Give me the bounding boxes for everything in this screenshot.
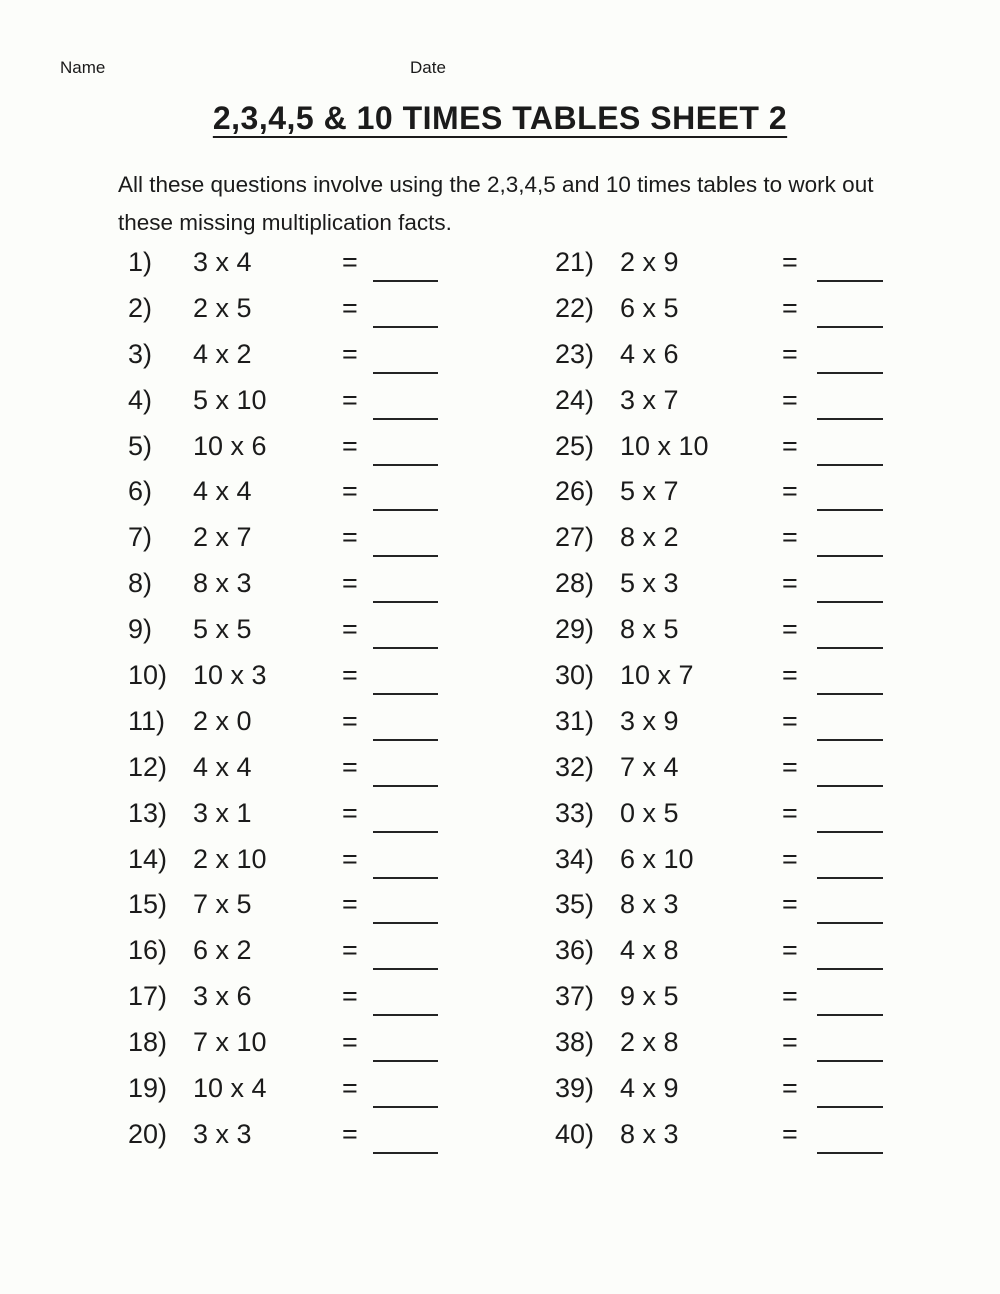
equals-sign: = — [342, 797, 358, 828]
question-number: 39) — [555, 1073, 595, 1104]
question-expression: 10 x 6 — [193, 430, 267, 461]
question-number: 1) — [128, 247, 153, 277]
question-expression: 3 x 6 — [193, 981, 252, 1012]
question-row — [128, 469, 568, 515]
answer-blank — [373, 844, 438, 879]
answer-blank — [817, 981, 883, 1016]
equals-sign: = — [782, 1118, 798, 1149]
question-row — [128, 240, 568, 286]
answer-blank — [373, 293, 438, 328]
question-expression: 3 x 4 — [193, 247, 252, 277]
question-number: 10) — [128, 660, 168, 691]
equals-sign: = — [782, 751, 798, 782]
equals-sign: = — [342, 384, 358, 415]
question-row — [128, 1112, 568, 1158]
answer-blank — [817, 798, 883, 833]
answer-blank — [817, 522, 883, 557]
question-number: 28) — [555, 568, 595, 599]
answer-blank — [817, 706, 883, 741]
question-number: 20) — [128, 1118, 168, 1149]
question-expression: 4 x 4 — [193, 751, 252, 782]
question-expression: 8 x 3 — [620, 1118, 679, 1149]
answer-blank — [373, 247, 438, 282]
question-expression: 6 x 2 — [193, 935, 252, 966]
question-expression: 5 x 5 — [193, 614, 252, 645]
answer-blank — [373, 339, 438, 374]
question-expression: 5 x 3 — [620, 568, 679, 599]
question-expression: 4 x 9 — [620, 1073, 679, 1104]
question-expression: 5 x 10 — [193, 384, 267, 415]
equals-sign: = — [782, 522, 798, 553]
question-row — [128, 653, 568, 699]
question-number: 18) — [128, 1027, 168, 1058]
question-expression: 5 x 7 — [620, 476, 679, 507]
question-number: 30) — [555, 660, 595, 691]
question-number: 11) — [128, 705, 166, 736]
question-expression: 2 x 10 — [193, 843, 267, 874]
question-row — [128, 1020, 568, 1066]
question-number: 38) — [555, 1027, 595, 1058]
answer-blank — [373, 889, 438, 924]
question-row — [128, 928, 568, 974]
answer-blank — [373, 568, 438, 603]
question-expression: 4 x 2 — [193, 338, 252, 369]
question-expression: 7 x 10 — [193, 1027, 267, 1058]
question-number: 2) — [128, 292, 153, 323]
question-row — [555, 882, 995, 928]
answer-blank — [373, 1073, 438, 1108]
question-number: 14) — [128, 843, 168, 874]
answer-blank — [817, 889, 883, 924]
answer-blank — [817, 293, 883, 328]
equals-sign: = — [342, 338, 358, 369]
question-row — [128, 882, 568, 928]
question-number: 33) — [555, 797, 595, 828]
question-row — [128, 607, 568, 653]
question-expression: 3 x 3 — [193, 1118, 252, 1149]
question-expression: 4 x 8 — [620, 935, 679, 966]
equals-sign: = — [782, 247, 798, 277]
question-row — [555, 332, 995, 378]
answer-blank — [373, 476, 438, 511]
answer-blank — [373, 614, 438, 649]
question-expression: 4 x 6 — [620, 338, 679, 369]
answer-blank — [817, 339, 883, 374]
question-number: 27) — [555, 522, 595, 553]
instructions-line-2: these missing multiplication facts. — [118, 210, 452, 235]
question-row — [128, 1066, 568, 1112]
question-expression: 2 x 7 — [193, 522, 252, 553]
answer-blank — [817, 1073, 883, 1108]
question-number: 9) — [128, 614, 153, 645]
equals-sign: = — [342, 751, 358, 782]
question-number: 4) — [128, 384, 153, 415]
answer-blank — [817, 935, 883, 970]
question-row — [555, 699, 995, 745]
question-row — [128, 286, 568, 332]
page-title: 2,3,4,5 & 10 TIMES TABLES SHEET 2 — [212, 100, 788, 136]
equals-sign: = — [342, 705, 358, 736]
question-row — [128, 378, 568, 424]
answer-blank — [373, 522, 438, 557]
questions-column-left — [128, 240, 568, 1158]
question-expression: 10 x 3 — [193, 660, 267, 691]
question-number: 26) — [555, 476, 595, 507]
question-number: 12) — [128, 751, 168, 782]
equals-sign: = — [782, 843, 798, 874]
instructions-text — [118, 166, 948, 242]
equals-sign: = — [342, 292, 358, 323]
instructions-line-1: All these questions involve using the 2,3,4,5 and 10 times tables to work out — [118, 172, 874, 197]
question-expression: 10 x 7 — [620, 660, 694, 691]
answer-blank — [373, 798, 438, 833]
equals-sign: = — [342, 935, 358, 966]
question-expression: 8 x 3 — [620, 889, 679, 920]
equals-sign: = — [782, 338, 798, 369]
equals-sign: = — [342, 889, 358, 920]
answer-blank — [817, 385, 883, 420]
equals-sign: = — [342, 1118, 358, 1149]
question-row — [555, 928, 995, 974]
question-row — [128, 974, 568, 1020]
question-expression: 4 x 4 — [193, 476, 252, 507]
answer-blank — [373, 431, 438, 466]
answer-blank — [817, 568, 883, 603]
question-number: 15) — [128, 889, 168, 920]
equals-sign: = — [782, 292, 798, 323]
question-row — [555, 515, 995, 561]
question-number: 6) — [128, 476, 153, 507]
question-number: 35) — [555, 889, 595, 920]
question-expression: 10 x 4 — [193, 1073, 267, 1104]
question-row — [128, 837, 568, 883]
question-expression: 7 x 5 — [193, 889, 252, 920]
answer-blank — [817, 660, 883, 695]
question-number: 34) — [555, 843, 595, 874]
equals-sign: = — [342, 843, 358, 874]
answer-blank — [373, 981, 438, 1016]
equals-sign: = — [342, 660, 358, 691]
question-expression: 2 x 0 — [193, 705, 252, 736]
question-expression: 6 x 10 — [620, 843, 694, 874]
equals-sign: = — [782, 705, 798, 736]
question-row — [555, 378, 995, 424]
question-row — [555, 240, 995, 286]
question-row — [555, 745, 995, 791]
equals-sign: = — [782, 797, 798, 828]
question-row — [128, 699, 568, 745]
equals-sign: = — [342, 476, 358, 507]
question-number: 16) — [128, 935, 168, 966]
question-row — [128, 561, 568, 607]
equals-sign: = — [342, 247, 358, 277]
question-row — [128, 791, 568, 837]
equals-sign: = — [342, 430, 358, 461]
answer-blank — [817, 247, 883, 282]
question-row — [128, 515, 568, 561]
question-row — [555, 607, 995, 653]
equals-sign: = — [782, 1027, 798, 1058]
question-number: 19) — [128, 1073, 168, 1104]
equals-sign: = — [342, 1073, 358, 1104]
questions-grid — [0, 240, 1000, 1165]
question-row — [555, 424, 995, 470]
question-number: 21) — [555, 247, 595, 277]
answer-blank — [817, 614, 883, 649]
answer-blank — [817, 752, 883, 787]
answer-blank — [817, 844, 883, 879]
equals-sign: = — [782, 476, 798, 507]
answer-blank — [373, 935, 438, 970]
equals-sign: = — [782, 935, 798, 966]
question-number: 36) — [555, 935, 595, 966]
question-row — [555, 791, 995, 837]
answer-blank — [817, 1119, 883, 1154]
question-number: 7) — [128, 522, 153, 553]
equals-sign: = — [342, 1027, 358, 1058]
equals-sign: = — [782, 889, 798, 920]
question-expression: 0 x 5 — [620, 797, 679, 828]
question-expression: 3 x 7 — [620, 384, 679, 415]
question-row — [128, 745, 568, 791]
equals-sign: = — [342, 568, 358, 599]
question-row — [555, 1112, 995, 1158]
question-number: 31) — [555, 705, 595, 736]
question-expression: 2 x 5 — [193, 292, 252, 323]
question-row — [555, 653, 995, 699]
question-expression: 7 x 4 — [620, 751, 679, 782]
question-number: 37) — [555, 981, 595, 1012]
question-number: 8) — [128, 568, 153, 599]
answer-blank — [373, 1027, 438, 1062]
question-row — [128, 424, 568, 470]
question-expression: 8 x 5 — [620, 614, 679, 645]
question-expression: 8 x 2 — [620, 522, 679, 553]
question-expression: 3 x 1 — [193, 797, 252, 828]
question-number: 40) — [555, 1118, 595, 1149]
question-number: 5) — [128, 430, 153, 461]
equals-sign: = — [782, 384, 798, 415]
answer-blank — [817, 1027, 883, 1062]
date-label: Date — [410, 58, 446, 77]
question-number: 25) — [555, 430, 595, 461]
question-expression: 9 x 5 — [620, 981, 679, 1012]
question-number: 24) — [555, 384, 595, 415]
question-number: 17) — [128, 981, 168, 1012]
equals-sign: = — [782, 614, 798, 645]
question-number: 32) — [555, 751, 595, 782]
question-row — [555, 974, 995, 1020]
question-number: 29) — [555, 614, 595, 645]
question-number: 22) — [555, 292, 595, 323]
equals-sign: = — [782, 1073, 798, 1104]
question-expression: 3 x 9 — [620, 705, 679, 736]
question-row — [555, 286, 995, 332]
meta-row — [0, 58, 1000, 80]
equals-sign: = — [782, 660, 798, 691]
equals-sign: = — [782, 981, 798, 1012]
question-expression: 8 x 3 — [193, 568, 252, 599]
question-expression: 2 x 9 — [620, 247, 679, 277]
question-number: 3) — [128, 338, 153, 369]
equals-sign: = — [342, 522, 358, 553]
question-expression: 10 x 10 — [620, 430, 709, 461]
equals-sign: = — [782, 568, 798, 599]
question-row — [555, 561, 995, 607]
question-number: 23) — [555, 338, 595, 369]
answer-blank — [817, 431, 883, 466]
answer-blank — [373, 660, 438, 695]
question-row — [555, 1020, 995, 1066]
question-row — [555, 469, 995, 515]
name-label: Name — [60, 58, 106, 77]
question-row — [555, 1066, 995, 1112]
answer-blank — [373, 752, 438, 787]
answer-blank — [373, 385, 438, 420]
question-row — [128, 332, 568, 378]
answer-blank — [373, 1119, 438, 1154]
equals-sign: = — [342, 981, 358, 1012]
question-expression: 6 x 5 — [620, 292, 679, 323]
question-number: 13) — [128, 797, 168, 828]
questions-column-right — [555, 240, 995, 1158]
answer-blank — [817, 476, 883, 511]
question-expression: 2 x 8 — [620, 1027, 679, 1058]
question-row — [555, 837, 995, 883]
equals-sign: = — [342, 614, 358, 645]
equals-sign: = — [782, 430, 798, 461]
answer-blank — [373, 706, 438, 741]
